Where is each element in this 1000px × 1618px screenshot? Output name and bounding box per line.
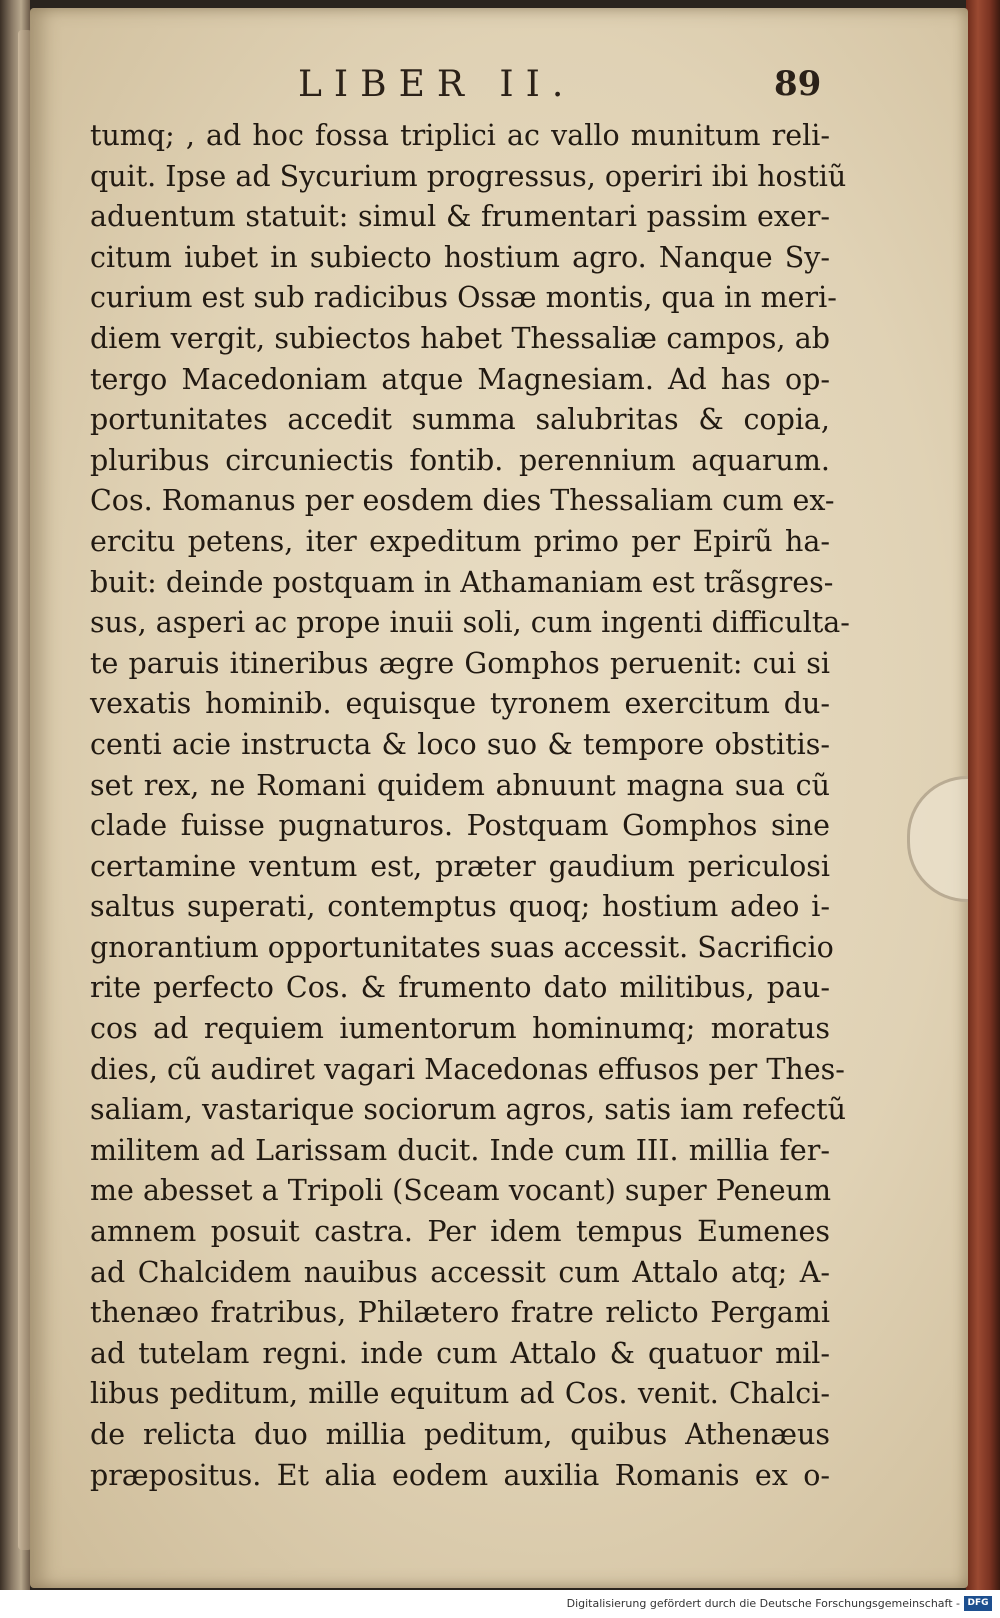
text-line: Cos. Romanus per eosdem dies Thessaliam cum ex- (90, 484, 835, 518)
text-line: ad Chalcidem nauibus accessit cum Attalo atq; A- (90, 1255, 830, 1289)
text-line: portunitates accedit summa salubritas & copia, (90, 403, 830, 437)
page-number: 89 (774, 64, 822, 104)
text-line: ad tutelam regni. inde cum Attalo & quatuor mil- (90, 1336, 830, 1370)
text-line: sus, asperi ac prope inuii soli, cum ingenti difficulta- (90, 606, 850, 640)
text-line: te paruis itineribus ægre Gomphos peruenit: cui si (90, 646, 830, 680)
text-line: tumq; , ad hoc fossa triplici ac vallo munitum reli- (90, 119, 830, 152)
text-line: curium est sub radicibus Ossæ montis, qua in meri- (90, 281, 837, 315)
text-line: gnorantium opportunitates suas accessit. Sacrificio (90, 930, 834, 964)
text-line: me abesset a Tripoli (Sceam vocant) super Peneum (90, 1174, 832, 1208)
facing-page-gutter (0, 0, 30, 1590)
text-line: diem vergit, subiectos habet Thessaliæ campos, ab (90, 321, 830, 355)
text-line: certamine ventum est, præter gaudium periculosi (90, 849, 830, 883)
text-line: clade fuisse pugnaturos. Postquam Gomphos sine (90, 809, 830, 843)
book-cover-edge (966, 0, 1000, 1590)
text-line: vexatis hominib. equisque tyronem exercitum du- (90, 687, 830, 721)
text-line: centi acie instructa & loco suo & tempore obstitis- (90, 727, 830, 761)
text-line: præpositus. Et alia eodem auxilia Romanis ex o- (90, 1458, 830, 1492)
text-line: rite perfecto Cos. & frumento dato militibus, pau- (90, 971, 830, 1005)
text-line: set rex, ne Romani quidem abnuunt magna sua cũ (90, 768, 830, 802)
funding-credit: Digitalisierung gefördert durch die Deutsche Forschungsgemeinschaft - (566, 1597, 960, 1610)
text-line: libus peditum, mille equitum ad Cos. venit. Chalci- (90, 1377, 830, 1411)
text-block (90, 116, 850, 1496)
text-line: buit: deinde postquam in Athamaniam est trãsgres- (90, 565, 834, 599)
book-page (30, 8, 968, 1588)
text-line: ercitu petens, iter expeditum primo per Epirũ ha- (90, 524, 830, 558)
text-line: de relicta duo millia peditum, quibus Athenæus (90, 1418, 830, 1451)
text-line: saliam, vastarique sociorum agros, satis iam refectũ (90, 1093, 846, 1127)
text-line: amnem posuit castra. Per idem tempus Eumenes (90, 1215, 830, 1249)
running-title: LIBER II. (298, 64, 576, 105)
page-clip (907, 776, 968, 902)
text-line: tergo Macedoniam atque Magnesiam. Ad has op- (90, 362, 830, 396)
text-line: saltus superati, contemptus quoq; hostium adeo i- (90, 890, 830, 924)
text-line: dies, cũ audiret vagari Macedonas effusos per Thes- (90, 1052, 845, 1086)
text-line: quit. Ipse ad Sycurium progressus, operiri ibi hostiũ (90, 159, 847, 193)
text-line: aduentum statuit: simul & frumentari passim exer- (90, 200, 830, 234)
dfg-logo: DFG (964, 1596, 992, 1611)
text-line: cos ad requiem iumentorum hominumq; moratus (90, 1012, 830, 1046)
running-head (30, 64, 968, 108)
text-line: militem ad Larissam ducit. Inde cum III. millia fer- (90, 1133, 830, 1167)
footer-bar (0, 1590, 1000, 1618)
text-line: thenæo fratribus, Philætero fratre relicto Pergami (90, 1296, 830, 1330)
text-line: citum iubet in subiecto hostium agro. Nanque Sy- (90, 240, 830, 274)
text-line: pluribus circuniectis fontib. perennium aquarum. (90, 443, 830, 477)
